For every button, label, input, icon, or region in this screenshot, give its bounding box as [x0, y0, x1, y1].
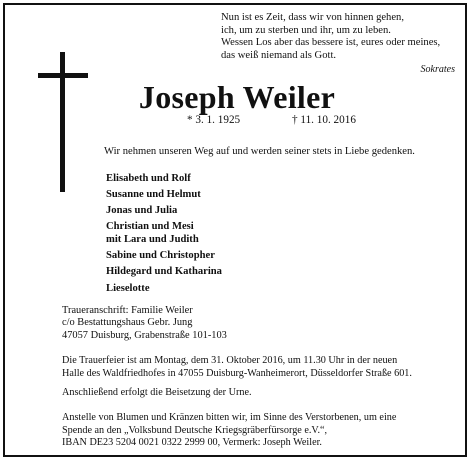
- intro-text: Wir nehmen unseren Weg auf und werden seiner stets in Liebe gedenken.: [104, 146, 415, 157]
- ceremony-line: Die Trauerfeier ist am Montag, dem 31. Oktober 2016, um 11.30 Uhr in der neuen: [62, 355, 398, 366]
- family-list: [106, 172, 222, 298]
- family-member: mit Lara und Judith: [106, 234, 199, 246]
- poem-line: Nun ist es Zeit, dass wir von hinnen gehen,: [221, 12, 405, 23]
- ceremony-info: [62, 355, 462, 380]
- family-member: Hildegard und Katharina: [106, 266, 222, 278]
- poem-attribution: Sokrates: [420, 64, 455, 75]
- family-member: Susanne und Helmut: [106, 189, 201, 201]
- cross-icon: [38, 52, 88, 192]
- family-member: Sabine und Christopher: [106, 250, 215, 262]
- ceremony-line: Halle des Waldfriedhofes in 47055 Duisburg-Wanheimerort, Düsseldorfer Straße 601.: [62, 367, 412, 379]
- poem: [221, 12, 461, 62]
- family-member: Jonas und Julia: [106, 205, 178, 217]
- poem-line: Wessen Los aber das bessere ist, eures oder meines,: [221, 37, 441, 49]
- death-date: † 11. 10. 2016: [292, 114, 356, 126]
- address-line: Traueranschrift: Familie Weiler: [62, 305, 193, 316]
- deceased-name: Joseph Weiler: [138, 79, 336, 115]
- poem-line: ich, um zu sterben und ihr, um zu leben.: [221, 24, 391, 36]
- address-line: 47057 Duisburg, Grabenstraße 101-103: [62, 329, 227, 341]
- birth-date: * 3. 1. 1925: [187, 114, 241, 126]
- donation-line: Spende an den „Volksbund Deutsche Kriegsgräberfürsorge e.V.“,: [62, 424, 328, 436]
- donation-line: Anstelle von Blumen und Kränzen bitten wir, im Sinne des Verstorbenen, um eine: [62, 412, 397, 423]
- mourning-address: [62, 305, 227, 342]
- burial-info: [62, 387, 462, 400]
- poem-line: das weiß niemand als Gott.: [221, 49, 337, 61]
- family-member: Lieselotte: [106, 282, 150, 294]
- burial-line: Anschließend erfolgt die Beisetzung der Urne.: [62, 387, 252, 398]
- family-member: Elisabeth und Rolf: [106, 173, 191, 184]
- donation-info: [62, 412, 462, 450]
- family-member: Christian und Mesi: [106, 221, 194, 233]
- donation-line: IBAN DE23 5204 0021 0322 2999 00, Vermerk: Joseph Weiler.: [62, 437, 322, 449]
- address-line: c/o Bestattungshaus Gebr. Jung: [62, 317, 193, 329]
